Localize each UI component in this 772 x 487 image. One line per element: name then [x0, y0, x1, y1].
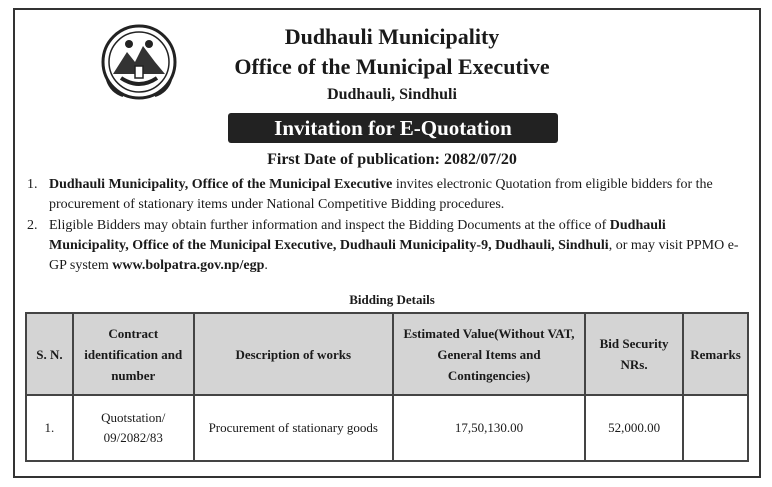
publication-date: First Date of publication: 2082/07/20: [267, 151, 517, 168]
municipality-name: Dudhauli Municipality: [284, 24, 500, 49]
cell-sn: 1.: [26, 395, 73, 461]
cell-estimated-value: 17,50,130.00: [393, 395, 585, 461]
cell-contract-id: Quotstation/ 09/2082/83: [73, 395, 194, 461]
paragraph-1: [27, 175, 747, 215]
paragraph-number: 2.: [27, 218, 38, 233]
notice-banner: Invitation for E-Quotation: [228, 113, 558, 143]
header-description: Description of works: [194, 313, 393, 395]
header-remarks: Remarks: [683, 313, 748, 395]
bidding-table: [25, 312, 749, 462]
egp-link[interactable]: www.bolpatra.gov.np/egp: [112, 258, 265, 273]
paragraph-text: invites electronic Quotation from eligible bidders for the procurement of stationary items under National Competitive Bidding procedures.: [49, 177, 713, 212]
cell-bid-security: 52,000.00: [585, 395, 683, 461]
notice-frame: [13, 8, 761, 478]
table-header-row: [26, 313, 748, 395]
paragraph-bold: Dudhauli Municipality, Office of the Municipal Executive, Dudhauli Municipality-9, Dudhauli, Sindhuli: [49, 218, 666, 253]
header-contract-id: Contract identification and number: [73, 313, 194, 395]
paragraph-text: Eligible Bidders may obtain further information and inspect the Bidding Documents at the office of: [49, 218, 610, 233]
paragraph-text: .: [264, 258, 268, 273]
office-name: Office of the Municipal Executive: [234, 54, 550, 79]
bidding-details-title: Bidding Details: [349, 292, 435, 307]
paragraph-2: [27, 216, 747, 276]
paragraph-bold: Dudhauli Municipality, Office of the Municipal Executive: [49, 177, 393, 192]
cell-remarks: [683, 395, 748, 461]
table-row: [26, 395, 748, 461]
paragraph-number: 1.: [27, 177, 38, 192]
header-bid-security: Bid Security NRs.: [585, 313, 683, 395]
paragraph-text: , or may visit PPMO e-GP system: [49, 238, 739, 273]
header-estimated-value: Estimated Value(Without VAT, General Items and Contingencies): [393, 313, 585, 395]
office-address: Dudhauli, Sindhuli: [327, 86, 457, 103]
header-sn: S. N.: [26, 313, 73, 395]
cell-description: Procurement of stationary goods: [194, 395, 393, 461]
